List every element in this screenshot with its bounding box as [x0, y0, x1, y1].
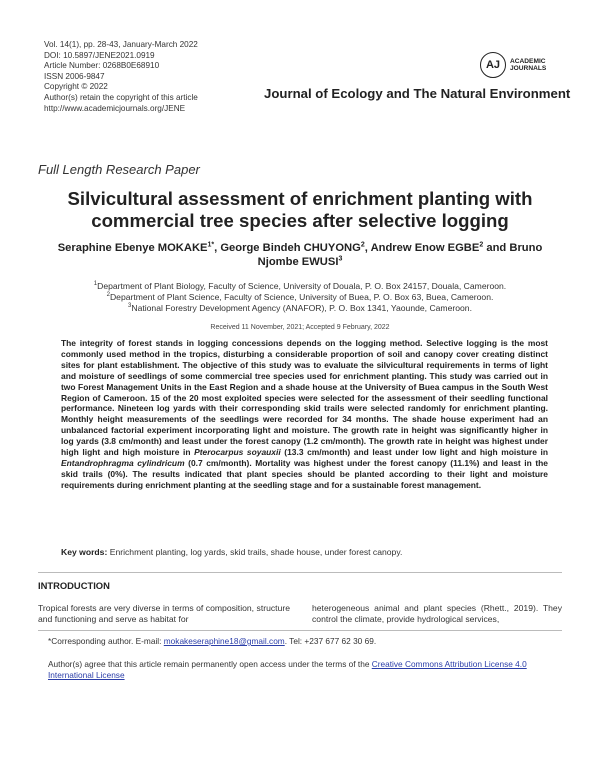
author-sup: 2: [479, 241, 484, 249]
body-left-column: Tropical forests are very diverse in terms of composition, structure and functioning and serve as habitat for: [38, 603, 290, 625]
keywords-text: Enrichment planting, log yards, skid trails, shade house, under forest canopy.: [107, 547, 403, 557]
affiliation-line: [40, 292, 560, 303]
author-name: Seraphine Ebenye MOKAKE: [57, 242, 208, 254]
author-separator: ,: [364, 242, 371, 254]
affiliation-text: Department of Plant Biology, Faculty of Science, University of Douala, P. O. Box 24157, Douala, Cameroon.: [97, 281, 507, 291]
author-separator: and: [483, 242, 510, 254]
email-link[interactable]: mokakeseraphine18@gmail.com: [163, 636, 285, 646]
abstract-text: (13.3 cm/month) and least under low light and high moisture in: [280, 447, 548, 458]
article-metadata: [44, 40, 198, 114]
meta-issn: ISSN 2006-9847: [44, 71, 105, 81]
footnote-divider: [38, 630, 562, 631]
abstract-species: Entandrophragma cylindricum: [61, 457, 185, 468]
author-list: [40, 241, 560, 269]
license-note: [48, 659, 560, 681]
section-divider: [38, 572, 562, 573]
corresponding-author-note: [48, 636, 376, 646]
logo-line-2: JOURNALS: [510, 65, 547, 72]
affiliation-line: [40, 281, 560, 292]
license-text: Author(s) agree that this article remain permanently open access under the terms of the: [48, 659, 372, 669]
logo-icon: AJ: [480, 52, 506, 78]
journal-name: Journal of Ecology and The Natural Environment: [264, 86, 571, 101]
corresponding-prefix: *Corresponding author. E-mail:: [48, 636, 164, 646]
abstract: [61, 338, 548, 491]
meta-article-number: Article Number: 0268B0E68910: [44, 61, 160, 71]
corresponding-suffix: . Tel: +237 677 62 30 69.: [284, 636, 377, 646]
keywords-label: Key words:: [61, 547, 108, 557]
author-name: George Bindeh CHUYONG: [220, 242, 361, 254]
meta-rights: Author(s) retain the copyright of this article: [44, 92, 198, 102]
affiliation-text: Department of Plant Science, Faculty of Science, University of Buea, P. O. Box 63, Buea, Cameroon.: [109, 292, 494, 302]
meta-doi: DOI: 10.5897/JENE2021.0919: [44, 50, 155, 60]
keywords: [61, 547, 548, 557]
paper-title: Silvicultural assessment of enrichment planting with commercial tree species after selective logging: [67, 188, 533, 231]
academic-journals-logo: [480, 52, 546, 78]
author-sup: 1*: [207, 241, 215, 249]
received-accepted-dates: Received 11 November, 2021; Accepted 9 February, 2022: [210, 324, 390, 331]
abstract-text: (0.7 cm/month). Mortality was highest under the forest canopy (11.1%) and least in the skid trails (0%). The results indicated that plant species should be planted according to their light and moisture requirements during enrichment planting at the seedling stage and for a sustainable forest management.: [61, 457, 548, 490]
abstract-species: Pterocarpus soyauxii: [194, 447, 281, 458]
logo-line-1: ACADEMIC: [510, 57, 546, 65]
author-separator: ,: [214, 242, 221, 254]
affiliation-sup: 2: [106, 292, 110, 299]
affiliation-line: [40, 303, 560, 314]
author-name: Andrew Enow EGBE: [370, 242, 480, 254]
affiliation-sup: 3: [128, 303, 132, 310]
meta-copyright: Copyright © 2022: [44, 82, 108, 92]
license-link[interactable]: Creative Commons Attribution License 4.0 International License: [48, 659, 527, 680]
logo-wordmark: [510, 58, 546, 73]
author-sup: 3: [338, 255, 343, 263]
paper-type: Full Length Research Paper: [38, 162, 200, 177]
meta-volume: Vol. 14(1), pp. 28-43, January-March 2022: [44, 40, 198, 49]
abstract-text: The integrity of forest stands in logging concessions depends on the logging method. Selective logging is the most commonly used method in the tropics, disturbing a considerable proportion of soil and canopy cover creating distinct sites for plant establishment. The objective of this study was to evaluate the silvicultural requirements in terms of light and moisture of seedlings of some commercial tree species used for enrichment planting. This study was carried out in two Forest Management Units in the East Region and a shade house at the University of Buea campus in the South West Region of Cameroon. 15 of the 20 most exploited species were selected for the assessment of their seedling functional performance. Nineteen log yards with their corresponding skid trails were selected randomly for enrichment planting. Monthly height measurements of the seedlings were recorded for 34 months. The shade house experiment had an unbalanced factorial experiment incorporating light and moisture. The growth rate in height was significantly higher in log yards (3.8 cm/month) and least under the forest canopy (1.2 cm/month). The growth rate in height was highest under high light and high moisture in: [61, 338, 548, 458]
author-sup: 2: [360, 241, 365, 249]
author-name: Bruno Njombe EWUSI: [257, 242, 543, 268]
affiliation-text: National Forestry Development Agency (ANAFOR), P. O. Box 1341, Yaounde, Cameroon.: [131, 303, 472, 313]
meta-url[interactable]: http://www.academicjournals.org/JENE: [44, 103, 186, 113]
body-right-column: heterogeneous animal and plant species (Rhett., 2019). They control the climate, provide hydrological services,: [312, 603, 562, 625]
affiliations: [40, 281, 560, 314]
affiliation-sup: 1: [93, 281, 98, 288]
section-heading-introduction: INTRODUCTION: [38, 580, 110, 591]
